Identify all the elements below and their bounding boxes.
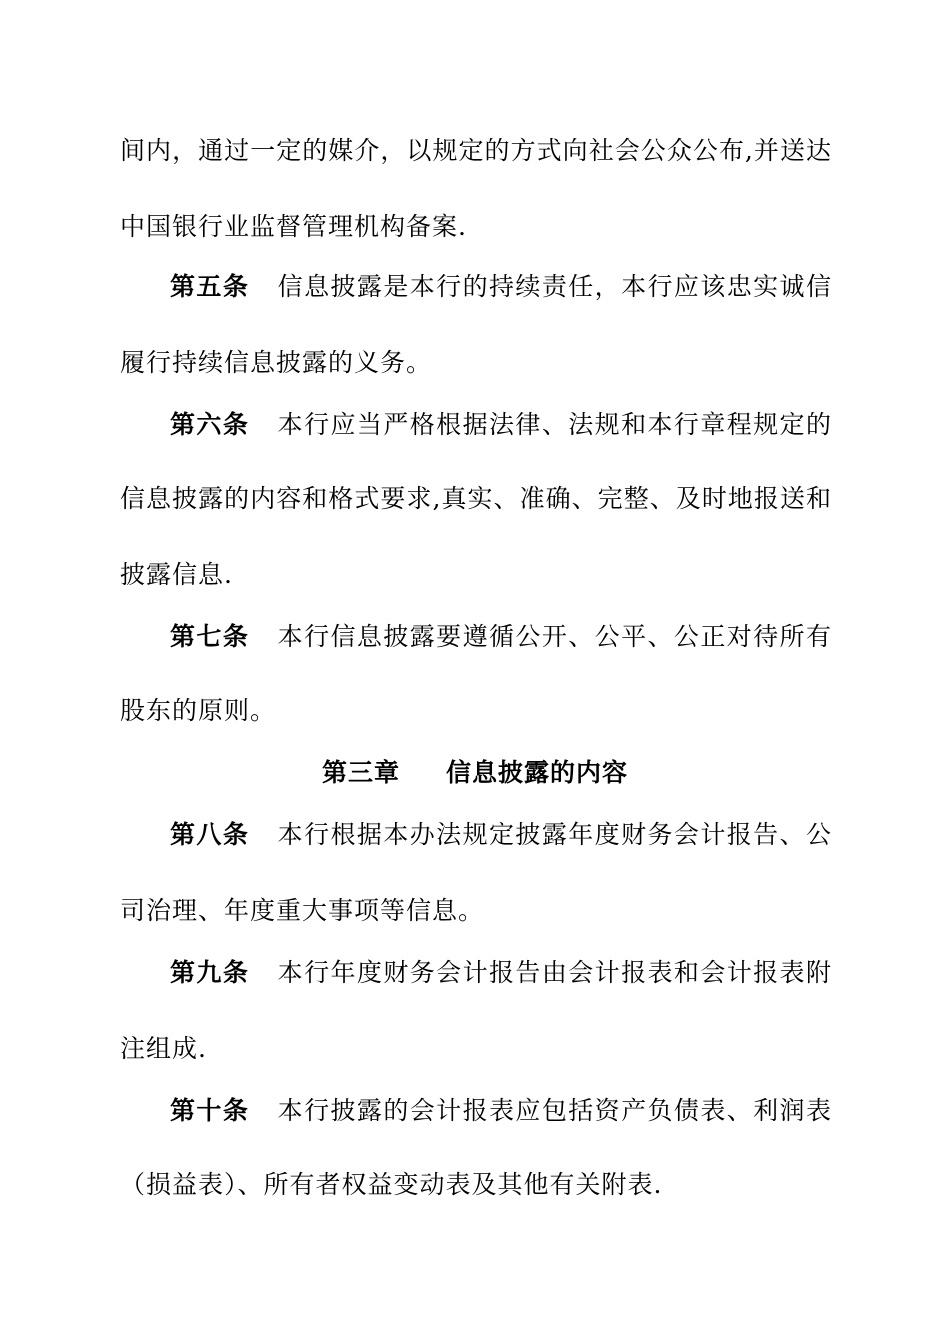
article-7-first-line: [170, 620, 832, 654]
article-8-first-line: [170, 818, 832, 852]
article-10-first-line: [170, 1094, 832, 1128]
article-9-first-line: [170, 956, 832, 990]
article-9-text: 本行年度财务会计报告由会计报表和会计报表附: [277, 958, 832, 987]
article-7-text: 本行信息披露要遵循公开、公平、公正对待所有: [277, 622, 832, 651]
article-5-text: 信息披露是本行的持续责任，本行应该忠实诚信: [277, 272, 832, 301]
article-6-first-line: [170, 408, 832, 442]
article-9-title: 第九条: [170, 958, 250, 987]
chapter-heading: [0, 756, 950, 790]
paragraph-line: 中国银行业监督管理机构备案.: [120, 212, 467, 241]
article-10-title: 第十条: [170, 1096, 250, 1125]
chapter-title: 信息披露的内容: [446, 758, 629, 787]
article-10-text: 本行披露的会计报表应包括资产负债表、利润表: [277, 1096, 832, 1125]
paragraph-line: 披露信息.: [120, 560, 233, 589]
chapter-number: 第三章: [321, 758, 400, 787]
paragraph-line: 注组成.: [120, 1034, 207, 1063]
article-8-title: 第八条: [170, 820, 250, 849]
article-8-text: 本行根据本办法规定披露年度财务会计报告、公: [277, 820, 832, 849]
article-5-first-line: [170, 270, 832, 304]
paragraph-line: 司治理、年度重大事项等信息。: [120, 896, 485, 925]
article-5-title: 第五条: [170, 272, 250, 301]
article-7-title: 第七条: [170, 622, 250, 651]
article-6-title: 第六条: [170, 410, 250, 439]
paragraph-line: 履行持续信息披露的义务。: [120, 348, 433, 377]
paragraph-line: 股东的原则。: [120, 696, 277, 725]
article-6-text: 本行应当严格根据法律、法规和本行章程规定的: [277, 410, 832, 439]
paragraph-line: 信息披露的内容和格式要求,真实、准确、完整、及时地报送和: [120, 484, 832, 513]
paragraph-line: （损益表）、所有者权益变动表及其他有关附表.: [120, 1170, 663, 1199]
paragraph-line: 间内，通过一定的媒介，以规定的方式向社会公众公布,并送达: [120, 136, 832, 165]
